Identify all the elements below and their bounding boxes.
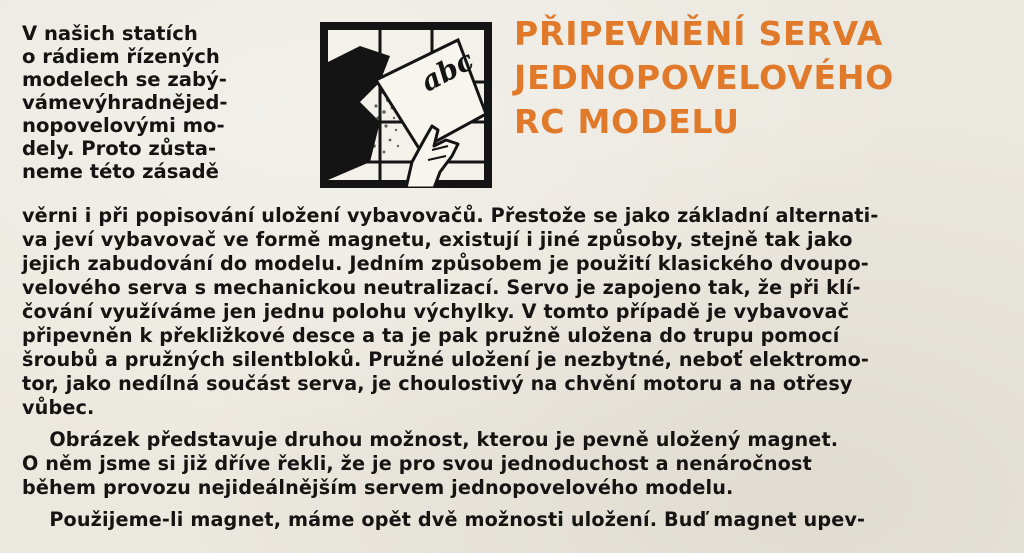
body-line: šroubů a pružných silentbloků. Pružné uložení je nezbytné, neboť elektromo- [22, 348, 870, 371]
intro-line: vámevýhradnějed- [22, 91, 228, 114]
body-line: připevněn k překližkové desce a ta je pak pružně uložena do trupu pomocí [22, 324, 840, 347]
article-logo [320, 22, 492, 188]
intro-line: modelech se zabý- [22, 68, 227, 91]
body-line: věrni i při popisování uložení vybavovačů. Přestože se jako základní alternati- [22, 204, 879, 227]
body-line: Obrázek představuje druhou možnost, kterou je pevně uložený magnet. [22, 428, 839, 451]
intro-line: V našich statích [22, 22, 198, 45]
intro-line: o rádiem řízených [22, 45, 220, 68]
body-line: velového serva s mechanickou neutralizací. Servo je zapojeno tak, že při klí- [22, 276, 861, 299]
logo-text: abc [415, 43, 480, 99]
body-line: tor, jako nedílná součást serva, je choulostivý na chvění motoru a na otřesy [22, 372, 853, 395]
body-line: během provozu nejideálnějším servem jednopovelového modelu. [22, 476, 734, 499]
title-line: JEDNOPOVELOVÉHO [514, 58, 895, 97]
intro-line: dely. Proto zůsta- [22, 137, 217, 160]
body-line: O něm jsme si již dříve řekli, že je pro svou jednoduchost a nenáročnost [22, 452, 812, 475]
body-line: jejich zabudování do modelu. Jedním způsobem je použití klasického dvoupo- [22, 252, 869, 275]
body-line: va jeví vybavovač ve formě magnetu, existují i jiné způsoby, stejně tak jako [22, 228, 853, 251]
body-line: čování využíváme jen jednu polohu výchylky. V tomto případě je vybavovač [22, 300, 850, 323]
hand-holding-card-icon [320, 22, 492, 188]
title-line: RC MODELU [514, 102, 740, 141]
title-line: PŘIPEVNĚNÍ SERVA [514, 14, 884, 53]
body-line: Použijeme-li magnet, máme opět dvě možnosti uložení. Buď magnet upev- [22, 508, 866, 531]
intro-line: nopovelovými mo- [22, 114, 225, 137]
body-line: vůbec. [22, 396, 95, 419]
intro-line: neme této zásadě [22, 160, 219, 183]
